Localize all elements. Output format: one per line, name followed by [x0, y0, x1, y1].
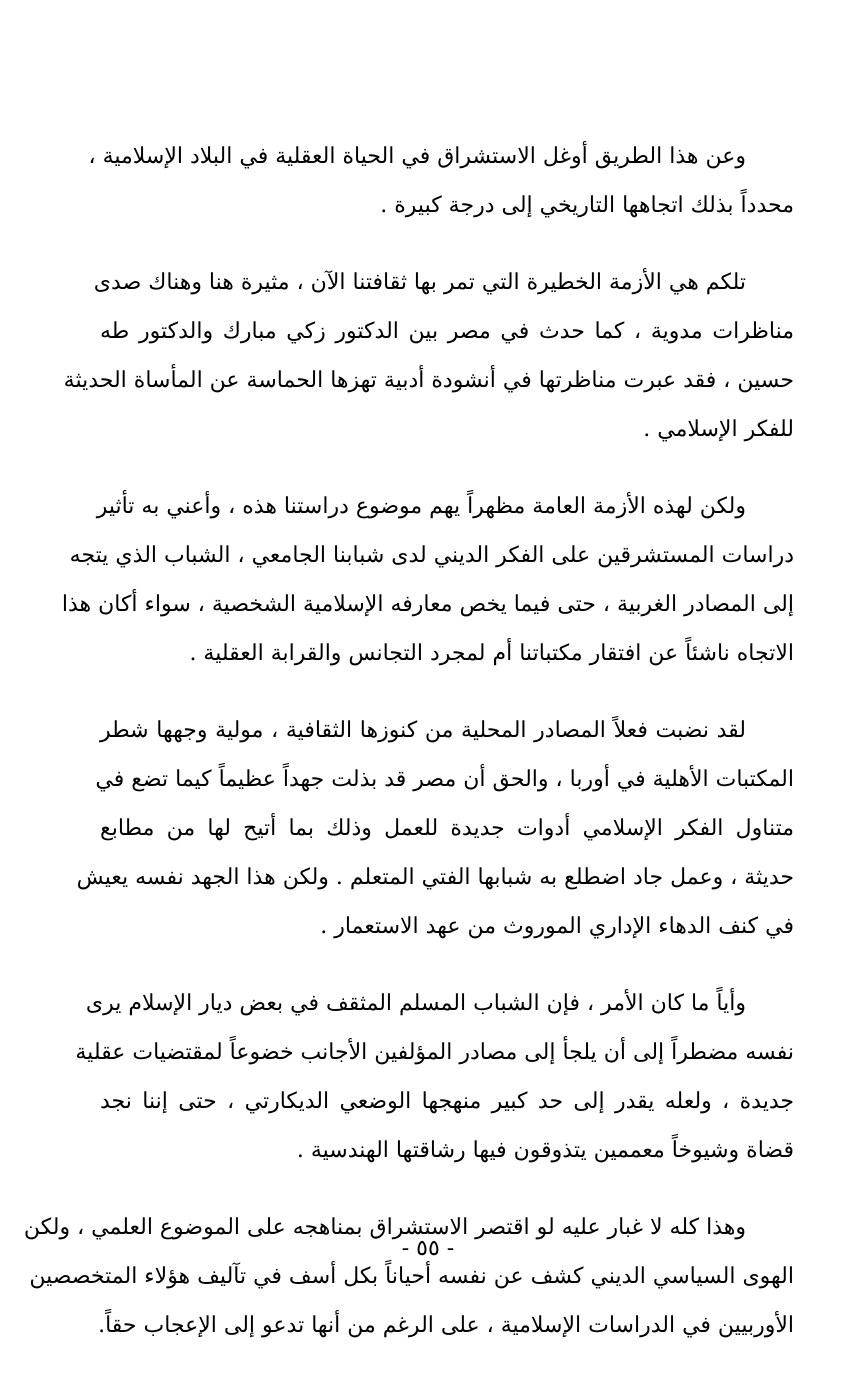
- text-line: نفسه مضطراً إلى أن يلجأ إلى مصادر المؤلفين الأجانب خضوعاً لمقتضيات عقلية: [75, 1040, 794, 1065]
- body-text: [23, 132, 794, 1378]
- text-line: متناول الفكر الإسلامي أدوات جديدة للعمل وذلك بما أتيح لها من مطابع: [100, 816, 794, 841]
- text-line: المكتبات الأهلية في أوربا ، والحق أن مصر قد بذلت جهداً عظيماً كيما تضع في: [95, 767, 794, 792]
- text-line: مناظرات مدوية ، كما حدث في مصر بين الدكتور زكي مبارك والدكتور طه: [100, 319, 794, 344]
- text-line: حسين ، فقد عبرت مناظرتها في أنشودة أدبية تهزها الحماسة عن المأساة الحديثة: [63, 368, 794, 393]
- text-line: حديثة ، وعمل جاد اضطلع به شبابها الفتي المتعلم . ولكن هذا الجهد نفسه يعيش: [76, 865, 794, 890]
- text-line: الأوربيين في الدراسات الإسلامية ، على الرغم من أنها تدعو إلى الإعجاب حقاً.: [98, 1313, 794, 1338]
- text-line: لقد نضبت فعلاً المصادر المحلية من كنوزها الثقافية ، مولية وجهها شطر: [100, 718, 746, 743]
- paragraph-5: [75, 979, 794, 1175]
- text-line: جديدة ، ولعله يقدر إلى حد كبير منهجها الوضعي الديكارتي ، حتى إننا نجد: [100, 1089, 794, 1114]
- paragraph-1: [88, 132, 794, 230]
- text-line: محدداً بذلك اتجاهها التاريخي إلى درجة كبيرة .: [380, 193, 794, 218]
- text-line: في كنف الدهاء الإداري الموروث من عهد الاستعمار .: [320, 914, 794, 939]
- text-line: الهوى السياسي الديني كشف عن نفسه أحياناً بكل أسف في تآليف هؤلاء المتخصصين: [29, 1264, 794, 1289]
- paragraph-4: [76, 706, 794, 951]
- page-number: - ٥٥ -: [401, 1236, 455, 1261]
- text-line: إلى المصادر الغربية ، حتى فيما يخص معارفه الإسلامية الشخصية ، سواء أكان هذا: [61, 592, 794, 617]
- text-line: تلكم هي الأزمة الخطيرة التي تمر بها ثقافتنا الآن ، مثيرة هنا وهناك صدى: [93, 270, 746, 295]
- text-line: ولكن لهذه الأزمة العامة مظهراً يهم موضوع دراستنا هذه ، وأعني به تأثير: [96, 494, 746, 519]
- paragraph-2: [63, 258, 794, 454]
- text-line: وأياً ما كان الأمر ، فإن الشباب المسلم المثقف في بعض ديار الإسلام يرى: [85, 991, 746, 1016]
- text-line: قضاة وشيوخاً معممين يتذوقون فيها رشاقتها الهندسية .: [296, 1138, 794, 1163]
- paragraph-6: [23, 1203, 794, 1350]
- text-line: وعن هذا الطريق أوغل الاستشراق في الحياة العقلية في البلاد الإسلامية ،: [88, 144, 746, 169]
- text-line: دراسات المستشرقين على الفكر الديني لدى شبابنا الجامعي ، الشباب الذي يتجه: [69, 543, 794, 568]
- paragraph-3: [61, 482, 794, 678]
- text-line: الاتجاه ناشئاً عن افتقار مكتباتنا أم لمجرد التجانس والقرابة العقلية .: [189, 641, 794, 666]
- text-line: للفكر الإسلامي .: [643, 417, 794, 442]
- text-line: وهذا كله لا غبار عليه لو اقتصر الاستشراق بمناهجه على الموضوع العلمي ، ولكن: [23, 1215, 746, 1240]
